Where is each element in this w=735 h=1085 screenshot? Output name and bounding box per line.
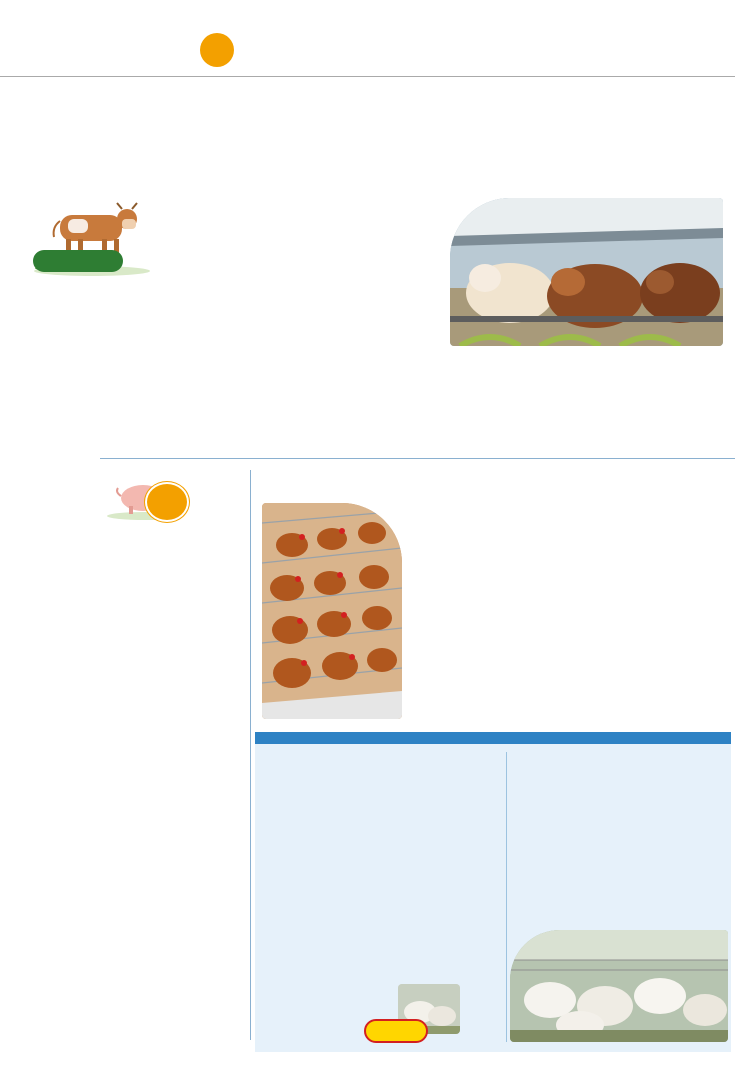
sheep-panel-divider [506, 752, 507, 1042]
anthrax-immunize-body [33, 361, 157, 395]
autumn-sheep-prevention [625, 832, 725, 922]
anthrax-col5-body [592, 351, 722, 385]
autumn-sheep-pregnancy [513, 892, 617, 926]
anthrax-supervise-body [302, 369, 430, 403]
sheep-panel-band [255, 732, 731, 744]
sheep-feeds-intro [262, 777, 377, 822]
pig-lead [110, 535, 242, 569]
autumn-sheep-intro [513, 777, 617, 811]
cattle-photo [450, 198, 723, 346]
sheep-photo-large [510, 930, 728, 1042]
hens-calcium-method [570, 586, 722, 654]
anthrax-inspect-body [165, 320, 291, 392]
autumn-sheep-feeding [513, 813, 617, 893]
article1-rule [100, 458, 735, 459]
sheep-feeds-castor [386, 821, 501, 889]
hens-lead [410, 508, 562, 564]
anthrax-col4-body [445, 351, 575, 396]
header-rule [0, 76, 735, 77]
sheep-feeds-sweet-potato [386, 888, 501, 978]
pig-deworm-body [110, 592, 242, 747]
autumn-sheep-pregnancy-2 [625, 777, 725, 833]
hens-note [570, 653, 722, 698]
pig-column-rule [250, 470, 251, 1040]
tag-breeding-tech [33, 250, 123, 272]
hens-calcium-amount [570, 508, 722, 587]
hens-calcium-time [410, 620, 562, 710]
tag-breeding-guide [364, 1019, 428, 1043]
sheep-feeds-sorghum [262, 1029, 377, 1041]
pig-deworm-body-2 [33, 745, 242, 790]
hens-calcium-choice [410, 564, 562, 620]
anthrax-col3-top [302, 188, 430, 211]
hens-photo [262, 503, 402, 719]
anthrax-intro [33, 282, 157, 338]
tag-practical-tech [145, 482, 189, 522]
pig-manage-body [33, 953, 242, 998]
anthrax-dispose-body [302, 238, 430, 345]
pig-disinfect-body [33, 827, 242, 917]
sheep-feeds-sorghum-2 [386, 777, 501, 822]
anthrax-col2-top [165, 188, 291, 289]
page-number-badge [200, 33, 234, 67]
sheep-feeds-wet-grass [262, 957, 377, 1022]
pig-manage-body-2 [33, 997, 242, 1031]
sheep-feeds-corn-husk [262, 821, 377, 958]
